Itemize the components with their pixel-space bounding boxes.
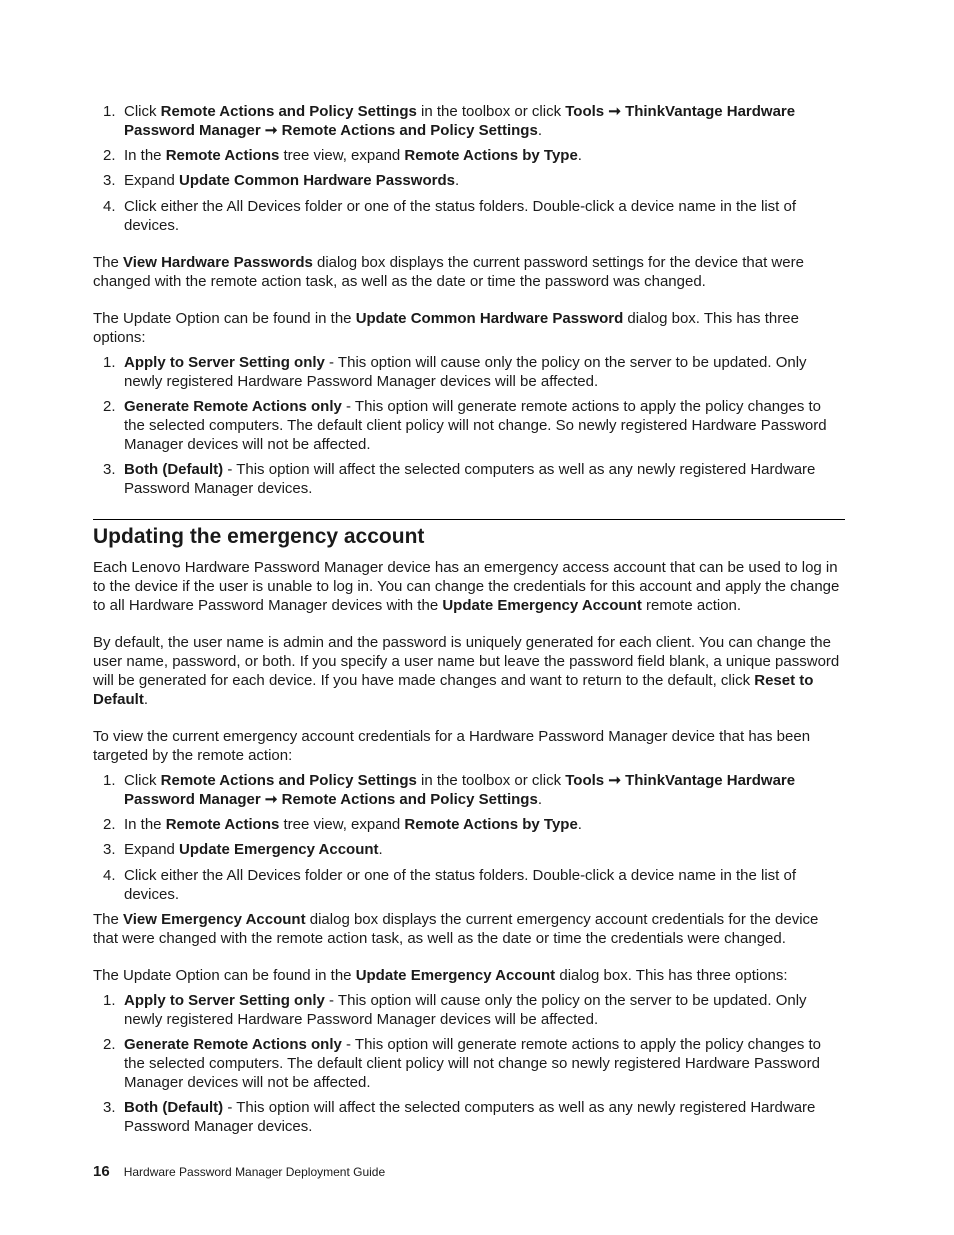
option-number: 3. [103, 461, 116, 478]
list-item: 3. Expand Update Common Hardware Passwords. [103, 172, 460, 189]
list-item: 1. Click Remote Actions and Policy Settings in the toolbox or click Tools ➞ ThinkVantage Hardware Password Manager ➞ Remote Actions and Policy Settings. [103, 103, 796, 139]
step-number: 1. [103, 103, 116, 120]
paragraph-default-credentials: By default, the user name is admin and the password is uniquely generated for each client. You can change the user name, password, or both. If you specify a user name but leave the password field blank, a unique password will be generated for each device. If you have made changes and want to return to the default, click Reset to Default. [93, 634, 840, 708]
option-number: 3. [103, 1099, 116, 1116]
paragraph-update-option: The Update Option can be found in the Update Common Hardware Password dialog box. This has three options: [93, 310, 799, 346]
list-item: 3. Expand Update Emergency Account. [103, 841, 383, 858]
step-number: 1. [103, 772, 116, 789]
arrow-icon: ➞ [264, 791, 278, 808]
paragraph-view-credentials: To view the current emergency account credentials for a Hardware Password Manager device that has been targeted by the remote action: [93, 728, 811, 764]
section-heading: Updating the emergency account [93, 525, 425, 548]
arrow-icon: ➞ [608, 103, 621, 120]
paragraph-update-option-emergency: The Update Option can be found in the Update Emergency Account dialog box. This has three options: [93, 967, 788, 984]
paragraph-view-emergency-account: The View Emergency Account dialog box displays the current emergency account credentials for the device that were changed with the remote action task, as well as the date or time the credentials were changed. [93, 911, 819, 947]
option-number: 1. [103, 354, 116, 371]
step-number: 3. [103, 841, 116, 858]
options-list [93, 991, 845, 1136]
step-number: 2. [103, 816, 116, 833]
page-footer [93, 1163, 385, 1181]
page-content [93, 101, 845, 1136]
list-item: 2. In the Remote Actions tree view, expand Remote Actions by Type. [103, 816, 582, 833]
arrow-icon: ➞ [264, 122, 278, 139]
list-item: 2. Generate Remote Actions only - This option will generate remote actions to apply the policy changes to the selected computers. The default client policy will not change so newly registered Hardware Password Manager devices will not be affected. [103, 1036, 822, 1091]
option-number: 2. [103, 1036, 116, 1053]
step-number: 3. [103, 172, 116, 189]
document-title: Hardware Password Manager Deployment Guide [123, 1165, 386, 1179]
option-number: 1. [103, 992, 116, 1009]
list-item: 1. Apply to Server Setting only - This option will cause only the policy on the server to be updated. Only newly registered Hardware Password Manager devices will be affected. [103, 354, 807, 390]
step-number: 4. [103, 867, 116, 884]
page-number: 16 [93, 1163, 110, 1180]
step-number: 4. [103, 198, 116, 215]
steps-list [93, 771, 845, 904]
list-item: 4. Click either the All Devices folder or one of the status folders. Double-click a device name in the list of devices. [103, 198, 796, 234]
step-number: 2. [103, 147, 116, 164]
list-item: 2. In the Remote Actions tree view, expand Remote Actions by Type. [103, 147, 582, 164]
list-item: 2. Generate Remote Actions only - This option will generate remote actions to apply the policy changes to the selected computers. The default client policy will not change. So newly registered Hardware Password Manager devices will not be affected. [103, 398, 827, 453]
arrow-icon: ➞ [608, 772, 621, 789]
list-item: 3. Both (Default) - This option will affect the selected computers as well as any newly registered Hardware Password Manager devices. [103, 461, 816, 497]
list-item: 3. Both (Default) - This option will affect the selected computers as well as any newly registered Hardware Password Manager devices. [103, 1099, 816, 1135]
steps-list [93, 102, 845, 235]
list-item: 1. Apply to Server Setting only - This option will cause only the policy on the server to be updated. Only newly registered Hardware Password Manager devices will be affected. [103, 992, 807, 1028]
paragraph-view-hardware-passwords: The View Hardware Passwords dialog box displays the current password settings for the device that were changed with the remote action task, as well as the date or time the password was changed. [93, 254, 804, 290]
options-list [93, 353, 845, 498]
list-item: 1. Click Remote Actions and Policy Settings in the toolbox or click Tools ➞ ThinkVantage Hardware Password Manager ➞ Remote Actions and Policy Settings. [103, 772, 796, 808]
list-item: 4. Click either the All Devices folder or one of the status folders. Double-click a device name in the list of devices. [103, 867, 796, 903]
option-number: 2. [103, 398, 116, 415]
paragraph-emergency-intro: Each Lenovo Hardware Password Manager device has an emergency access account that can be used to log in to the device if the user is unable to log in. You can change the credentials for this account and apply the change to all Hardware Password Manager devices with the Update Emergency Account remote action. [93, 559, 840, 614]
